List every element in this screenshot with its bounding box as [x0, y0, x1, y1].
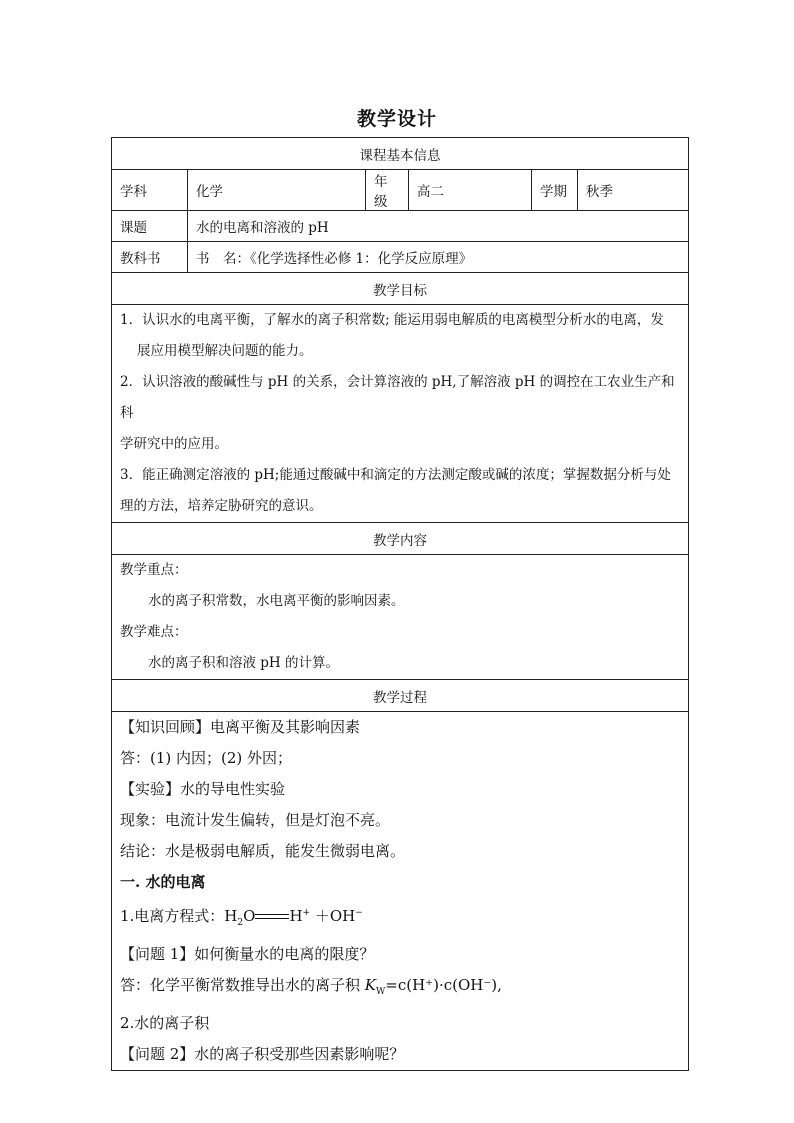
lesson-plan-table — [111, 137, 689, 1071]
kw-formula: =c(H⁺)·c(OH⁻), — [385, 976, 502, 994]
key-points-label: 教学重点： — [120, 562, 188, 578]
textbook-value: 书 名：《化学选择性必修 1：化学反应原理》 — [188, 242, 689, 273]
review-answer: 答：(1) 内因；(2) 外因； — [120, 749, 293, 767]
answer-1 — [120, 970, 680, 1008]
process-header-row — [112, 680, 689, 712]
basic-info-header: 课程基本信息 — [112, 138, 689, 170]
conclusion-text: 结论：水是极弱电解质，能发生微弱电离。 — [120, 842, 406, 860]
answer-1-prefix: 答：化学平衡常数推导出水的离子积 — [120, 976, 365, 994]
difficulty-label: 教学难点： — [120, 624, 188, 640]
experiment-heading: 【实验】水的导电性实验 — [120, 780, 286, 798]
equation-subscript: 2 — [237, 918, 244, 928]
objectives-header: 教学目标 — [112, 273, 689, 305]
objective-line: 2．认识溶液的酸碱性与 pH 的关系，会计算溶液的 pH,了解溶液 pH 的调控在工农业生产和科 — [120, 374, 675, 421]
grade-label: 年级 — [366, 170, 409, 211]
equation-prefix: 1.电离方程式：H — [120, 907, 238, 925]
topic-label: 课题 — [112, 211, 188, 242]
basic-info-header-row — [112, 138, 689, 170]
topic-row — [112, 211, 689, 242]
textbook-label: 教科书 — [112, 242, 188, 273]
grade-value: 高二 — [409, 170, 532, 211]
objectives-cell — [112, 305, 689, 523]
objective-line: 展应用模型解决问题的能力。 — [137, 343, 313, 359]
document-title: 教学设计 — [356, 108, 437, 130]
equation-plus-charge: + — [302, 908, 311, 918]
objective-line: 理的方法，培养定胁研究的意识。 — [120, 498, 323, 514]
equilibrium-arrow-icon — [255, 912, 289, 922]
objective-line: 学研究中的应用。 — [120, 436, 228, 452]
term-value: 秋季 — [578, 170, 689, 211]
objective-line: 3．能正确测定溶液的 pH;能通过酸碱中和滴定的方法测定酸或碱的浓度；掌握数据分析与处 — [120, 467, 671, 483]
objective-line: 1．认识水的电离平衡，了解水的离子积常数; 能运用弱电解质的电离模型分析水的电离，发 — [120, 312, 664, 328]
question-2: 【问题 2】水的离子积受那些因素影响呢？ — [120, 1045, 405, 1063]
textbook-row — [112, 242, 689, 273]
equation-hydroxide: ＋OH — [310, 907, 356, 925]
content-cell — [112, 555, 689, 680]
kw-subscript: W — [376, 987, 386, 997]
content-row — [112, 555, 689, 680]
objectives-row — [112, 305, 689, 523]
subject-value: 化学 — [188, 170, 366, 211]
item-ion-product: 2.水的离子积 — [120, 1014, 210, 1032]
ionization-equation — [120, 898, 680, 939]
process-row — [112, 712, 689, 1071]
section-water-ionization: 一. 水的电离 — [120, 873, 206, 891]
equation-hydrogen: H — [289, 907, 303, 925]
phenomenon-text: 现象：电流计发生偏转，但是灯泡不亮。 — [120, 811, 391, 829]
difficulty-text: 水的离子积和溶液 pH 的计算。 — [148, 655, 339, 671]
process-cell — [112, 712, 689, 1071]
equation-oxygen: O — [243, 907, 256, 925]
subject-row — [112, 170, 689, 211]
question-1: 【问题 1】如何衡量水的电离的限度？ — [120, 945, 375, 963]
subject-label: 学科 — [112, 170, 188, 211]
key-points-text: 水的离子积常数，水电离平衡的影响因素。 — [148, 593, 405, 609]
term-label: 学期 — [532, 170, 578, 211]
content-header-row — [112, 523, 689, 555]
equation-minus-charge: − — [355, 908, 363, 918]
review-heading: 【知识回顾】电离平衡及其影响因素 — [120, 718, 361, 736]
topic-value: 水的电离和溶液的 pH — [188, 211, 689, 242]
kw-symbol: K — [364, 976, 376, 994]
objectives-header-row — [112, 273, 689, 305]
content-header: 教学内容 — [112, 523, 689, 555]
process-header: 教学过程 — [112, 680, 689, 712]
